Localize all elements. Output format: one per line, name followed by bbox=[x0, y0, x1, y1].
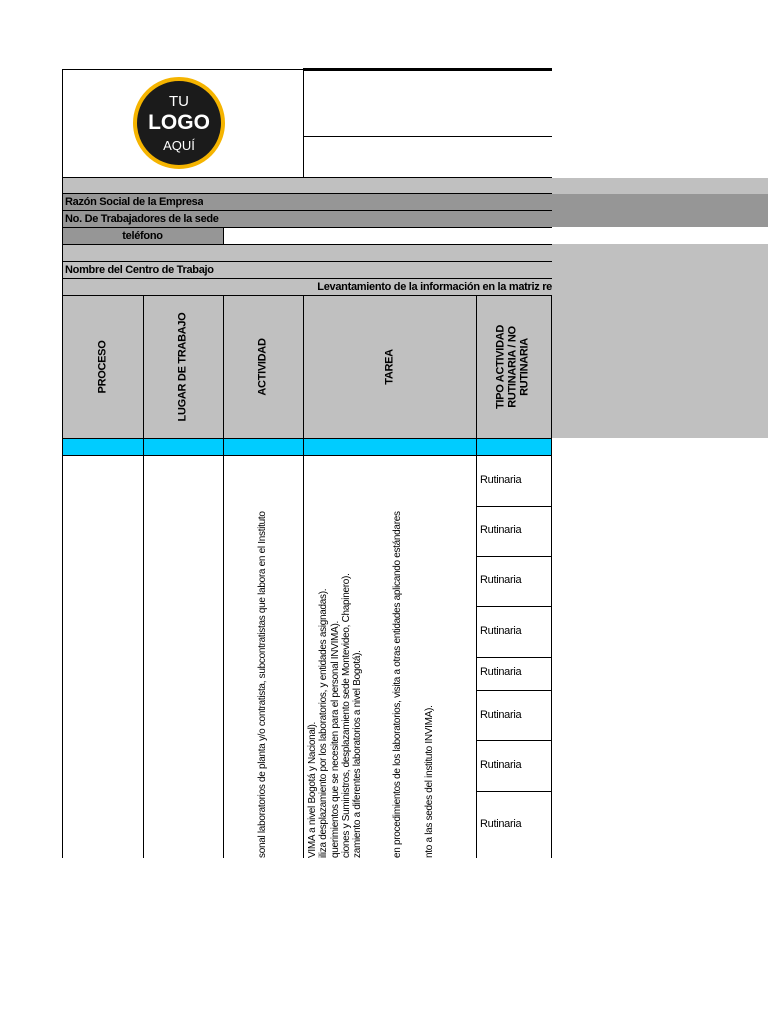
cyan-separator-row bbox=[62, 439, 552, 456]
tipo-cell-7: Rutinaria bbox=[480, 759, 522, 771]
levantamiento-row bbox=[62, 279, 552, 296]
tipo-cell-4: Rutinaria bbox=[480, 625, 522, 637]
title-cell-top bbox=[303, 69, 552, 137]
logo-text-logo: LOGO bbox=[148, 111, 210, 134]
centro-row bbox=[62, 262, 552, 279]
tipo-cell-6: Rutinaria bbox=[480, 709, 522, 721]
tarea-line-5: zamiento a diferentes laboratorios a nivel Bogotá). bbox=[352, 650, 364, 858]
col-header-lugar: LUGAR DE TRABAJO bbox=[176, 312, 189, 422]
tarea-line-6: en procedimientos de los laboratorios, visita a otras entidades aplicando estándares bbox=[392, 511, 403, 858]
trabajadores-label: No. De Trabajadores de la sede bbox=[65, 213, 219, 225]
logo-text-aqui: AQUÍ bbox=[163, 138, 195, 153]
tipo-cell-2: Rutinaria bbox=[480, 524, 522, 536]
col-header-proceso: PROCESO bbox=[96, 340, 109, 394]
actividad-text: sonal laboratorios de planta y/o contratista, subcontratistas que labora en el Instituto bbox=[257, 511, 268, 858]
spacer-row-1 bbox=[62, 178, 552, 194]
company-logo bbox=[133, 77, 225, 169]
gray-block-right bbox=[552, 244, 768, 438]
tipo-cell-1: Rutinaria bbox=[480, 474, 522, 486]
razon-social-row bbox=[62, 194, 552, 211]
tipo-cell-5: Rutinaria bbox=[480, 666, 522, 678]
col-header-tipo-3: RUTINARIA bbox=[518, 338, 531, 396]
col-header-tipo-1: TIPO ACTIVIDAD bbox=[494, 324, 507, 410]
col-header-tarea: TAREA bbox=[383, 349, 396, 385]
col-header-tipo-2: RUTINARIA / NO bbox=[506, 326, 519, 408]
telefono-label: teléfono bbox=[122, 230, 163, 242]
tarea-text-block bbox=[304, 456, 476, 858]
telefono-value-cell bbox=[223, 228, 552, 245]
tarea-line-4: ciones y Suministros, desplazamiento sede Montevideo, Chapinero). bbox=[340, 573, 352, 858]
column-header-row bbox=[62, 296, 552, 439]
tarea-line-3: querimientos que se necesiten para el personal INVIMA). bbox=[329, 621, 341, 858]
tarea-line-8: nto a las sedes del instituto INVIMA). bbox=[424, 705, 435, 858]
spacer-row-2 bbox=[62, 245, 552, 262]
tarea-line-2: iliza desplazamiento por los laboratorios, y entidades asignadas). bbox=[318, 588, 330, 858]
title-cell-bottom bbox=[303, 137, 552, 178]
tipo-cell-8: Rutinaria bbox=[480, 818, 522, 830]
trabajadores-row bbox=[62, 211, 552, 228]
dark-band-right bbox=[552, 194, 768, 227]
tipo-cell-3: Rutinaria bbox=[480, 574, 522, 586]
telefono-label-cell bbox=[62, 228, 223, 245]
razon-social-label: Razón Social de la Empresa bbox=[65, 196, 204, 208]
logo-text-tu: TU bbox=[169, 93, 189, 110]
tarea-line-1: VIMA a nivel Bogotá y Nacional). bbox=[307, 721, 318, 858]
col-header-actividad: ACTIVIDAD bbox=[256, 338, 269, 396]
centro-label: Nombre del Centro de Trabajo bbox=[65, 264, 214, 276]
levantamiento-label: Levantamiento de la información en la matriz re bbox=[317, 281, 552, 293]
gray-band-right bbox=[552, 178, 768, 194]
